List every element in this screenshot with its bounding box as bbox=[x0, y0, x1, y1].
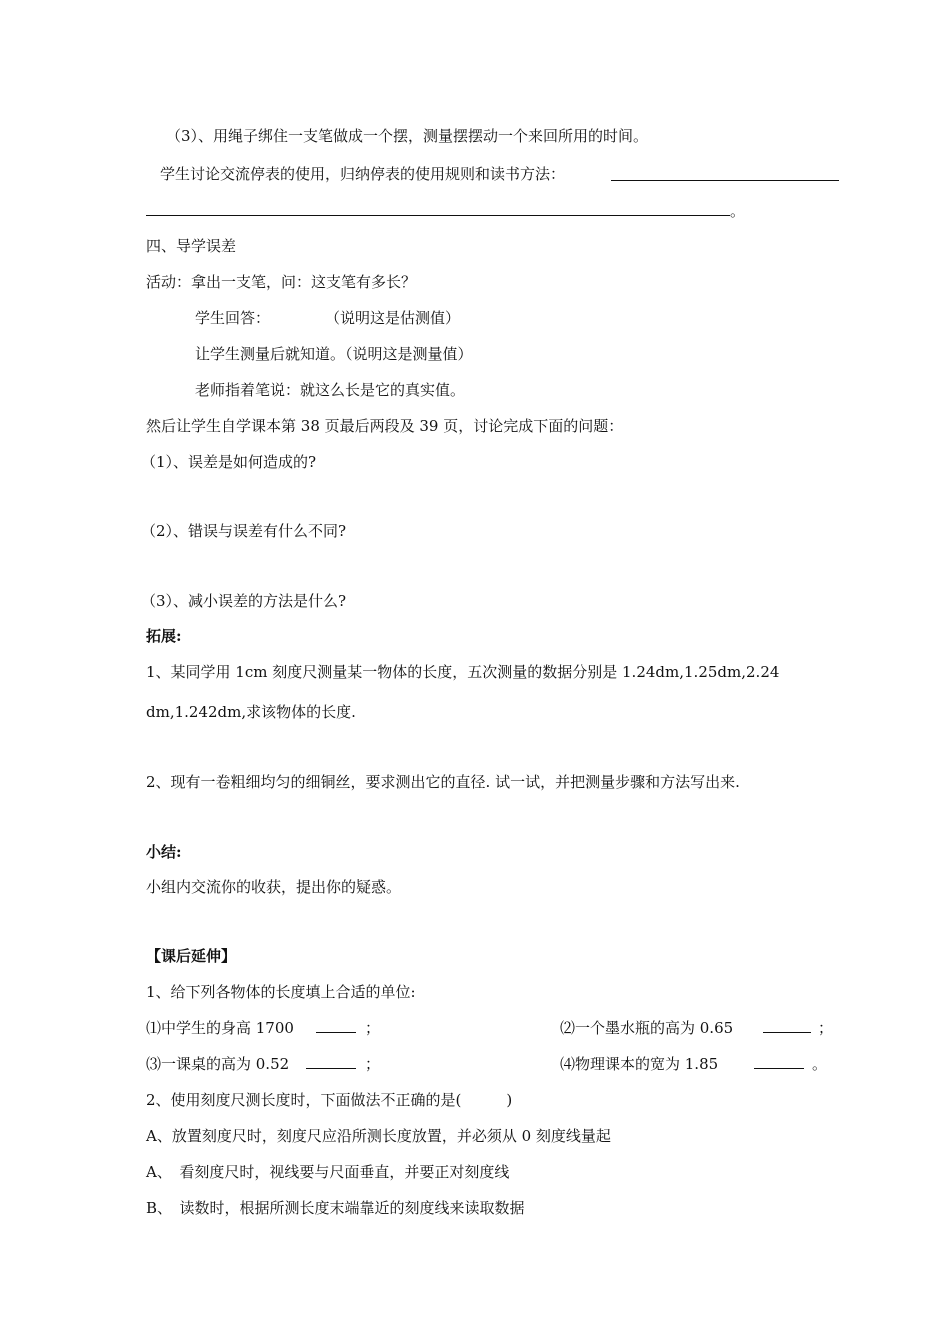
extension-heading: 拓展: bbox=[146, 627, 182, 645]
activity-text: 活动：拿出一支笔，问：这支笔有多长？ bbox=[146, 273, 417, 291]
self-study-text: 然后让学生自学课本第 38 页最后两段及 39 页，讨论完成下面的问题： bbox=[146, 417, 624, 435]
answer-blank-2[interactable] bbox=[146, 215, 730, 216]
semicolon-3: ； bbox=[365, 1055, 381, 1073]
exercise-1-item-2: ⑵一个墨水瓶的高为 0.65 bbox=[560, 1019, 734, 1037]
question-1: （1）、误差是如何造成的? bbox=[141, 453, 317, 471]
summary-heading: 小结: bbox=[146, 843, 182, 861]
student-answer-label: 学生回答： bbox=[195, 309, 271, 327]
blank-1-1[interactable] bbox=[316, 1032, 356, 1033]
semicolon-2: ； bbox=[818, 1019, 834, 1037]
extension-1-line-2: dm,1.242dm,求该物体的长度. bbox=[146, 703, 356, 721]
blank-1-2[interactable] bbox=[763, 1032, 811, 1033]
discussion-prompt: 学生讨论交流停表的使用，归纳停表的使用规则和读书方法： bbox=[160, 165, 566, 183]
teacher-text: 老师指着笔说：就这么长是它的真实值。 bbox=[195, 381, 466, 399]
exercise-1-item-1: ⑴中学生的身高 1700 bbox=[146, 1019, 294, 1037]
section-heading-error: 四、导学误差 bbox=[146, 237, 237, 255]
after-class-heading: 【课后延伸】 bbox=[146, 947, 237, 965]
option-b: B、 读数时，根据所测长度末端靠近的刻度线来读取数据 bbox=[146, 1199, 525, 1217]
option-a: A、放置刻度尺时，刻度尺应沿所测长度放置，并必须从 0 刻度线量起 bbox=[146, 1127, 611, 1145]
exercise-1-item-4: ⑷物理课本的宽为 1.85 bbox=[560, 1055, 719, 1073]
answer-blank-1[interactable] bbox=[611, 180, 839, 181]
summary-text: 小组内交流你的收获，提出你的疑惑。 bbox=[146, 878, 402, 896]
period-mark: 。 bbox=[730, 202, 746, 220]
semicolon-1: ； bbox=[365, 1019, 381, 1037]
period-4: 。 bbox=[812, 1055, 828, 1073]
option-a-2: A、 看刻度尺时，视线要与尺面垂直，并要正对刻度线 bbox=[146, 1163, 510, 1181]
extension-1-line-1: 1、某同学用 1cm 刻度尺测量某一物体的长度，五次测量的数据分别是 1.24dm,1.25dm,2.24 bbox=[146, 663, 780, 681]
blank-1-3[interactable] bbox=[306, 1068, 356, 1069]
blank-1-4[interactable] bbox=[754, 1068, 804, 1069]
estimate-note: （说明这是估测值） bbox=[325, 309, 461, 327]
measure-text: 让学生测量后就知道。（说明这是测量值） bbox=[195, 345, 473, 363]
step-3-text: （3）、用绳子绑住一支笔做成一个摆，测量摆摆动一个来回所用的时间。 bbox=[166, 127, 649, 145]
extension-2: 2、现有一卷粗细均匀的细铜丝，要求测出它的直径. 试一试，并把测量步骤和方法写出来. bbox=[146, 773, 740, 791]
exercise-1-item-3: ⑶一课桌的高为 0.52 bbox=[146, 1055, 290, 1073]
exercise-2-prompt: 2、使用刻度尺测长度时，下面做法不正确的是( ) bbox=[146, 1091, 513, 1109]
question-2: （2）、错误与误差有什么不同? bbox=[141, 522, 347, 540]
exercise-1-prompt: 1、给下列各物体的长度填上合适的单位: bbox=[146, 983, 416, 1001]
question-3: （3）、减小误差的方法是什么? bbox=[141, 592, 347, 610]
